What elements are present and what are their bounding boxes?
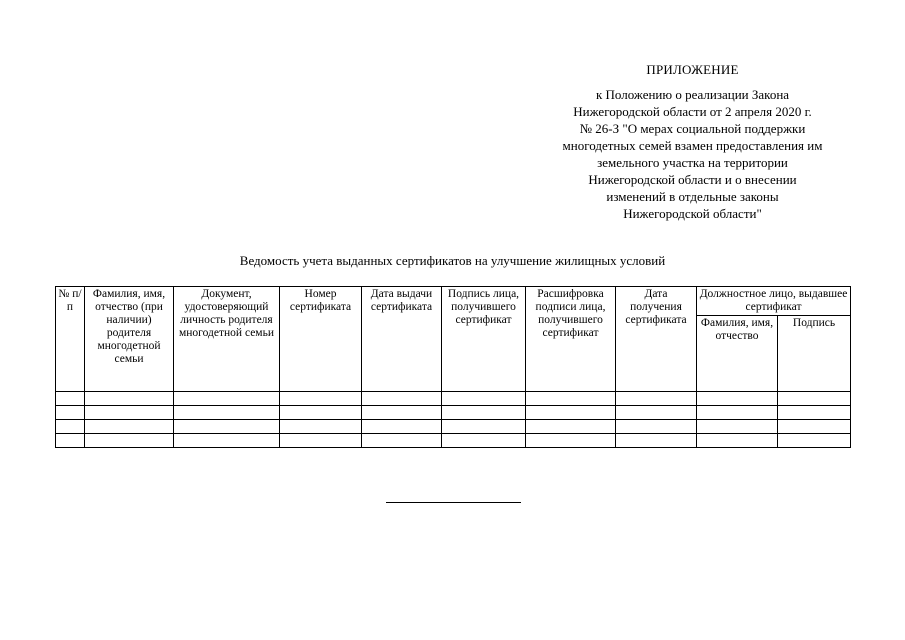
header-num: № п/п [56, 287, 85, 392]
appendix-line: № 26-З "О мерах социальной поддержки [579, 121, 806, 136]
header-fio: Фамилия, имя, отчество (при наличии) родителя многодетной семьи [85, 287, 174, 392]
table-title: Ведомость учета выданных сертификатов на улучшение жилищных условий [239, 253, 666, 268]
header-receipt-date: Дата получения сертификата [616, 287, 697, 392]
appendix-title: ПРИЛОЖЕНИЕ [646, 62, 739, 77]
header-signature-decode: Расшифровка подписи лица, получившего сертификат [526, 287, 616, 392]
table-row [56, 406, 851, 420]
table-row [56, 434, 851, 448]
appendix-line: Нижегородской области от 2 апреля 2020 г. [573, 104, 812, 119]
table-body [56, 392, 851, 448]
closing-line [386, 502, 521, 503]
certificates-register-table [55, 286, 851, 448]
appendix-line: Нижегородской области" [623, 206, 762, 221]
header-issue-date: Дата выдачи сертификата [362, 287, 442, 392]
table-row [56, 392, 851, 406]
appendix-reference [530, 86, 855, 222]
header-official-group: Должностное лицо, выдавшее сертификат [697, 287, 851, 316]
table-row [56, 420, 851, 434]
header-document: Документ, удостоверяющий личность родителя многодетной семьи [174, 287, 280, 392]
header-cert-number: Номер сертификата [280, 287, 362, 392]
header-signature: Подпись лица, получившего сертификат [442, 287, 526, 392]
appendix-line: многодетных семей взамен предоставления им [562, 138, 823, 153]
appendix-line: земельного участка на территории [597, 155, 788, 170]
appendix-line: к Положению о реализации Закона [595, 87, 790, 102]
header-official-fio: Фамилия, имя, отчество [697, 316, 778, 392]
appendix-line: Нижегородской области и о внесении [588, 172, 797, 187]
appendix-line: изменений в отдельные законы [606, 189, 779, 204]
header-official-signature: Подпись [778, 316, 851, 392]
